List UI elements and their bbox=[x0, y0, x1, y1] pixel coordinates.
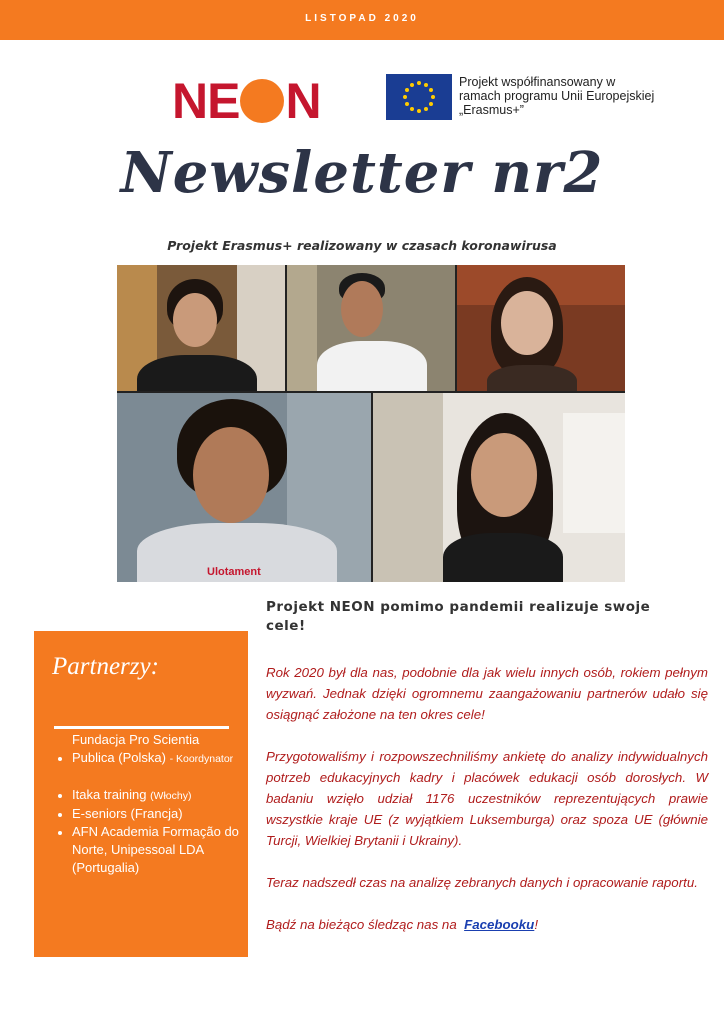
partners-list bbox=[54, 731, 239, 877]
partner-name: Fundacja Pro Scientia Publica (Polska) bbox=[72, 732, 200, 765]
participant-4 bbox=[117, 393, 371, 582]
bullet-icon bbox=[58, 757, 62, 761]
partner-item bbox=[54, 805, 239, 823]
partner-item bbox=[54, 786, 239, 805]
shirt-print-text: Ulotament bbox=[207, 566, 261, 578]
paragraph-1: Rok 2020 był dla nas, podobnie dla jak wielu innych osób, rokiem pełnym wyzwań. Jednak dzięki ogromnemu zaangażowaniu partnerów udało się osiągnąć założone na ten okres cele! bbox=[266, 665, 708, 722]
facebook-link[interactable]: Facebooku bbox=[464, 917, 535, 932]
top-banner bbox=[0, 0, 724, 40]
partner-item bbox=[54, 731, 239, 768]
bullet-icon bbox=[58, 831, 62, 835]
follow-text: Bądź na bieżąco śledząc nas na bbox=[266, 917, 457, 932]
eu-notice-line1: Projekt współfinansowany w bbox=[459, 75, 616, 89]
eu-cofunding-notice bbox=[386, 72, 682, 122]
partner-spacer bbox=[54, 768, 239, 786]
article-body bbox=[266, 662, 708, 956]
participant-3 bbox=[457, 265, 625, 391]
eu-stars-icon bbox=[386, 74, 452, 120]
video-call-photo bbox=[117, 265, 625, 582]
headline: Projekt NEON pomimo pandemii realizuje swoje cele! bbox=[266, 599, 651, 634]
partners-divider bbox=[54, 726, 229, 729]
bullet-icon bbox=[58, 794, 62, 798]
newsletter-subtitle: Projekt Erasmus+ realizowany w czasach koronawirusa bbox=[167, 238, 557, 253]
partner-name: Itaka training bbox=[72, 787, 147, 802]
follow-suffix: ! bbox=[534, 917, 539, 932]
participant-5 bbox=[373, 393, 625, 582]
neon-logo bbox=[172, 73, 321, 129]
partner-note: - Koordynator bbox=[169, 753, 234, 765]
paragraph-3: Teraz nadszedł czas na analizę zebranych danych i opracowanie raportu. bbox=[266, 875, 698, 890]
partner-name: E-seniors (Francja) bbox=[72, 806, 183, 821]
participant-2 bbox=[287, 265, 455, 391]
paragraph-2: Przygotowaliśmy i rozpowszechniliśmy ankietę do analizy indywidualnych potrzeb edukacyjnych kadry i placówek edukacji osób dorosłych. W badaniu wzięło udział 1176 uczestników reprezentujących prawie wszystkie kraje UE (z wyjątkiem Luksemburga) oraz spoza UE (głównie Turcji, Wielkiej Brytanii i Ukrainy). bbox=[266, 749, 708, 848]
bullet-icon bbox=[58, 813, 62, 817]
neon-logo-n: N bbox=[172, 73, 208, 129]
paragraph-4 bbox=[266, 914, 708, 935]
neon-logo-e: E bbox=[207, 73, 240, 129]
eu-flag-icon bbox=[386, 74, 452, 120]
partners-title: Partnerzy: bbox=[52, 653, 159, 680]
eu-notice-line2: ramach programu Unii Europejskiej bbox=[459, 89, 655, 103]
partner-item bbox=[54, 823, 239, 877]
neon-logo-n2: N bbox=[285, 73, 321, 129]
eu-notice-text bbox=[459, 75, 654, 117]
partner-note: (Włochy) bbox=[150, 790, 192, 802]
issue-date: LISTOPAD 2020 bbox=[305, 13, 419, 24]
partner-name: AFN Academia Formação do Norte, Unipessoal LDA (Portugalia) bbox=[72, 824, 239, 875]
eu-notice-line3: „Erasmus+” bbox=[459, 103, 524, 117]
neon-logo-circle bbox=[240, 79, 284, 123]
partners-box bbox=[34, 631, 248, 957]
participant-1 bbox=[117, 265, 285, 391]
newsletter-title: Newsletter nr2 bbox=[120, 140, 604, 206]
